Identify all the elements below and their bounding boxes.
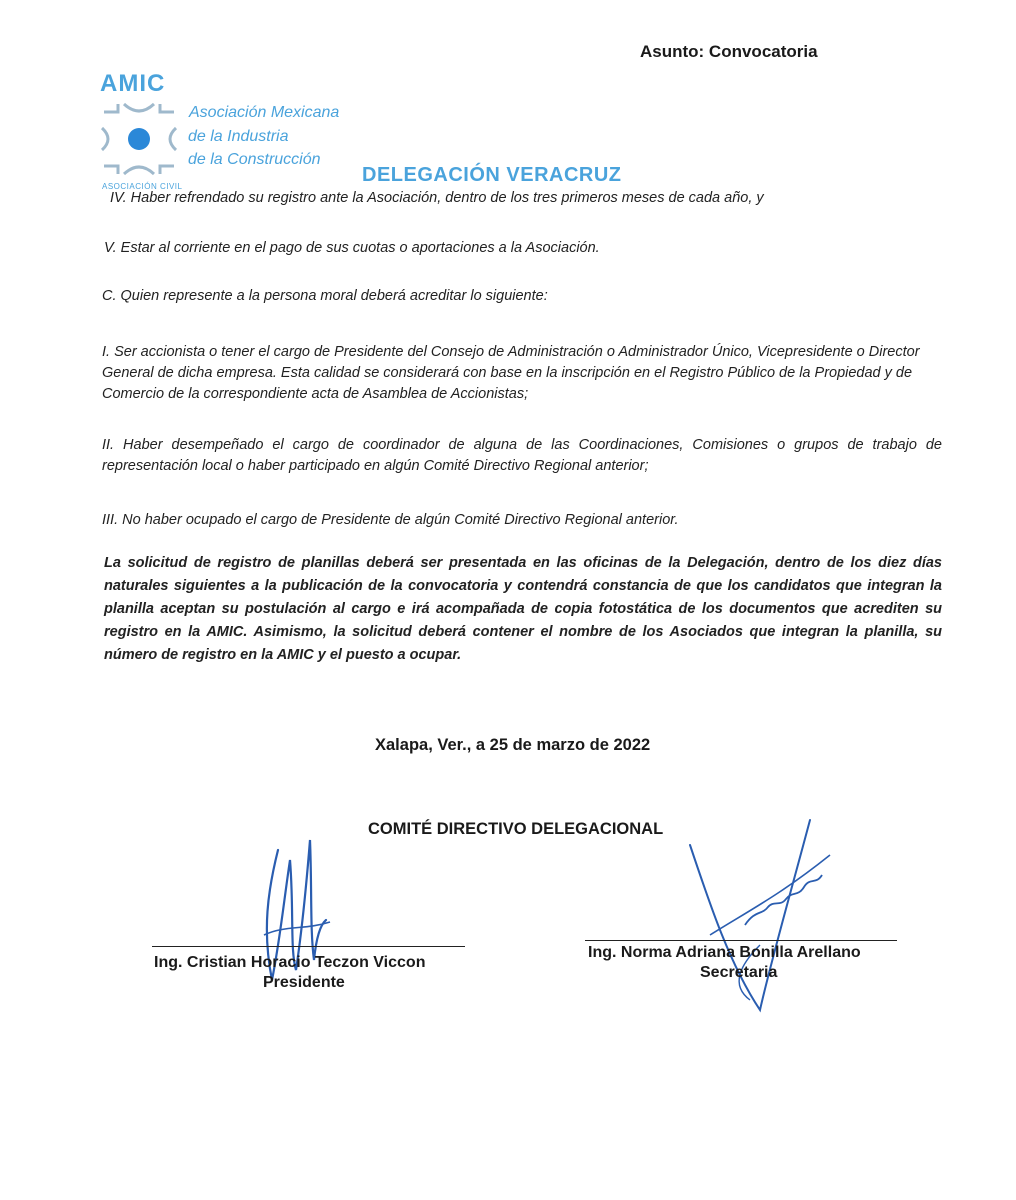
association-name-line-2: de la Industria — [188, 128, 289, 145]
delegation-title: DELEGACIÓN VERACRUZ — [362, 164, 622, 186]
association-type: ASOCIACIÓN CIVIL — [102, 182, 183, 191]
president-role: Presidente — [263, 974, 345, 991]
association-name-line-1: Asociación Mexicana — [189, 104, 340, 121]
requirement-v: V. Estar al corriente en el pago de sus cuotas o aportaciones a la Asociación. — [104, 240, 600, 256]
president-name: Ing. Cristian Horacio Teczon Viccon — [154, 954, 426, 971]
secretary-role: Secretaria — [700, 964, 778, 981]
requirement-iv: IV. Haber refrendado su registro ante la Asociación, dentro de los tres primeros meses de cada año, y — [110, 190, 764, 206]
section-c-item-i: I. Ser accionista o tener el cargo de Presidente del Consejo de Administración o Administrador Único, Vicepresidente o Director General de dicha empresa. Esta calidad se considerará con base en la inscripción en el Registro Público de la Propiedad y de Comercio de la correspondiente acta de Asamblea de Accionistas; — [102, 344, 920, 403]
secretary-signature-line — [585, 940, 897, 941]
amic-logo-text: AMIC — [100, 70, 166, 97]
secretary-signature — [670, 815, 850, 1015]
secretary-name: Ing. Norma Adriana Bonilla Arellano — [588, 944, 861, 961]
section-c-item-ii: II. Haber desempeñado el cargo de coordinador de alguna de las Coordinaciones, Comisiones o grupos de trabajo de representación local o haber participado en algún Comité Directivo Regional anterior; — [102, 437, 942, 475]
amic-logo-icon — [94, 98, 184, 180]
president-signature-line — [152, 946, 465, 947]
association-name-line-3: de la Construcción — [188, 151, 321, 168]
place-date: Xalapa, Ver., a 25 de marzo de 2022 — [375, 736, 651, 754]
section-c-heading: C. Quien represente a la persona moral deberá acreditar lo siguiente: — [102, 288, 548, 304]
committee-heading: COMITÉ DIRECTIVO DELEGACIONAL — [368, 820, 664, 838]
subject-line: Asunto: Convocatoria — [640, 42, 818, 61]
section-c-item-iii: III. No haber ocupado el cargo de Presidente de algún Comité Directivo Regional anterior. — [102, 512, 679, 528]
registration-note: La solicitud de registro de planillas deberá ser presentada en las oficinas de la Delegación, dentro de los diez días naturales siguientes a la publicación de la convocatoria y contendrá constancia de que los candidatos que integran la planilla aceptan su postulación al cargo e irá acompañada de copia fotostática de los documentos que acrediten su registro en la AMIC. Asimismo, la solicitud deberá contener el nombre de los Asociados que integran la planilla, su número de registro en la AMIC y el puesto a ocupar. — [104, 555, 942, 663]
